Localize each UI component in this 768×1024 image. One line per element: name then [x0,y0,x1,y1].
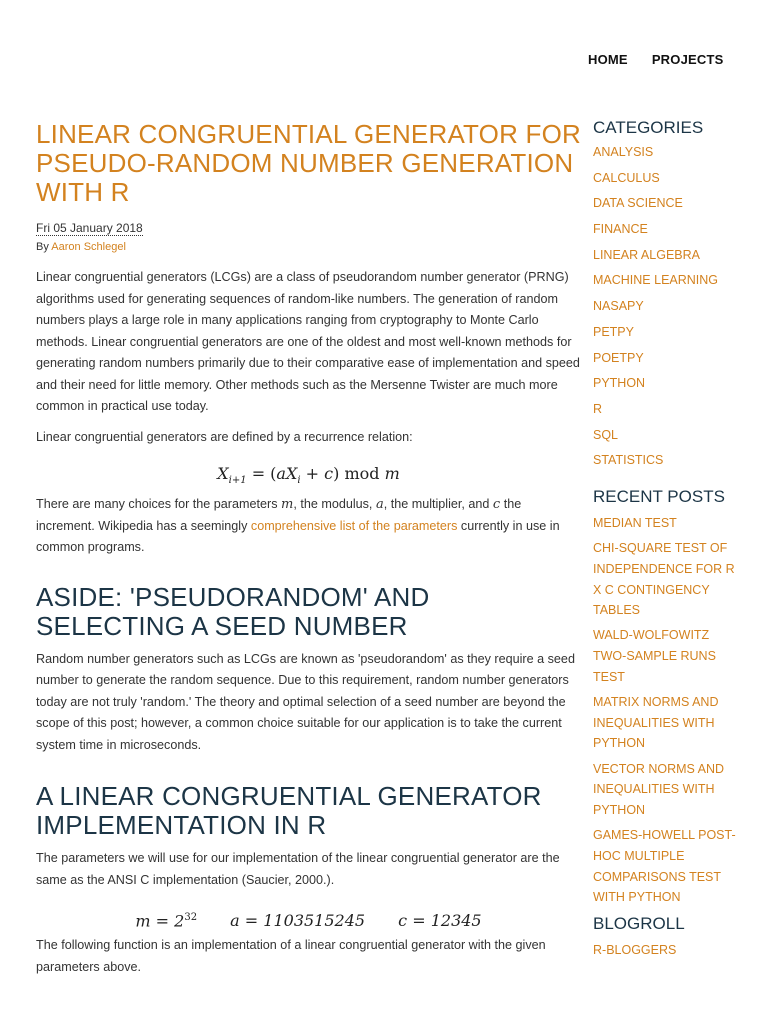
category-link[interactable]: DATA SCIENCE [593,196,683,211]
var-m: m [281,497,294,512]
implementation-heading: A LINEAR CONGRUENTIAL GENERATOR IMPLEMENTATION IN R [36,781,542,840]
nav-projects-link[interactable]: PROJECTS [651,52,724,67]
parameters-paragraph: There are many choices for the parameters m, the modulus, a, the multiplier, and c the increment. Wikipedia has a seemingly comprehensive list of the parameters currently in use in common programs. [36,497,560,554]
post-date [36,221,581,235]
post-date-text: Fri 05 January 2018 [36,221,143,235]
byline-prefix: By [36,241,49,253]
category-link[interactable]: CALCULUS [593,170,660,185]
recent-post-link[interactable]: MEDIAN TEST [593,515,677,530]
recent-post-link[interactable]: GAMES-HOWELL POST-HOC MULTIPLE COMPARISONS TEST WITH PYTHON [593,828,736,905]
recurrence-intro-paragraph: Linear congruential generators are defined by a recurrence relation: [36,429,413,444]
blogroll-link[interactable]: R-BLOGGERS [593,943,677,958]
category-link[interactable]: STATISTICS [593,453,664,468]
categories-heading: CATEGORIES [593,118,704,137]
recent-post-link[interactable]: WALD-WOLFOWITZ TWO-SAMPLE RUNS TEST [593,628,716,684]
category-link[interactable]: R [593,401,603,416]
aside-heading: ASIDE: 'PSEUDORANDOM' AND SELECTING A SEED NUMBER [36,581,430,641]
category-link[interactable]: MACHINE LEARNING [593,273,719,288]
var-c: c [492,497,501,512]
category-link[interactable]: SQL [593,427,619,442]
categories-list [593,144,743,478]
category-link[interactable]: ANALYSIS [593,145,654,159]
parameters-formula [36,901,581,935]
intro-paragraph: Linear congruential generators (LCGs) are a class of pseudorandom number generator (PRNG) algorithms used for generating sequences of random-like numbers. The generation of random numbers plays a large role in many applications ranging from cryptography to Monte Carlo methods. Linear congruential generators are one of the oldest and most well-known methods for generating random numbers primarily due to their comparative ease of implementation and speed and their need for little memory. Other methods such as the Mersenne Twister are much more common in practical use today. [36,270,580,413]
aside-paragraph: Random number generators such as LCGs are known as 'pseudorandom' as they require a seed number to generate the random sequence. Due to this requirement, random number generators today are not truly 'random.' The theory and optimal selection of a seed number are beyond the scope of this post; however, a common choice suitable for our application is to take the current system time in microseconds. [36,651,575,752]
function-intro-paragraph: The following function is an implementation of a linear congruential generator with the given parameters above. [36,938,546,974]
recent-posts-heading: RECENT POSTS [593,486,725,506]
category-link[interactable]: PYTHON [593,376,646,391]
recurrence-formula: $X_{i+1} = (aX_i + c)$ mod m [217,464,400,487]
category-link[interactable]: PETPY [593,324,634,339]
var-a: a [375,497,384,512]
param-m: $m = 2^{32}$ [135,911,198,931]
article [36,120,581,978]
implementation-paragraph: The parameters we will use for our implementation of the linear congruential generator are the same as the ANSI C implementation (Saucier, 2000.). [36,851,560,887]
recent-posts-list [593,513,743,908]
recent-post-link[interactable]: CHI-SQUARE TEST OF INDEPENDENCE FOR R X C CONTINGENCY TABLES [593,541,735,618]
blogroll-list [593,940,743,960]
author-link[interactable]: Aaron Schlegel [51,241,126,253]
recent-post-link[interactable]: MATRIX NORMS AND INEQUALITIES WITH PYTHON [593,695,719,751]
category-link[interactable]: FINANCE [593,222,648,237]
post-title: LINEAR CONGRUENTIAL GENERATOR FOR PSEUDO-RANDOM NUMBER GENERATION WITH R [36,119,581,207]
nav-home-link[interactable]: HOME [588,52,628,67]
category-link[interactable]: NASAPY [593,299,644,314]
recent-post-link[interactable]: VECTOR NORMS AND INEQUALITIES WITH PYTHON [593,761,725,818]
param-c: c = 12345 [398,911,482,931]
category-link[interactable]: POETPY [593,350,644,365]
blogroll-heading: BLOGROLL [593,914,685,934]
parameters-list-link[interactable]: comprehensive list of the parameters [250,518,458,533]
post-byline [36,241,581,253]
param-a: a = 1103515245 [230,911,366,931]
top-nav [588,52,723,67]
category-link[interactable]: LINEAR ALGEBRA [593,247,700,262]
sidebar [593,118,743,960]
